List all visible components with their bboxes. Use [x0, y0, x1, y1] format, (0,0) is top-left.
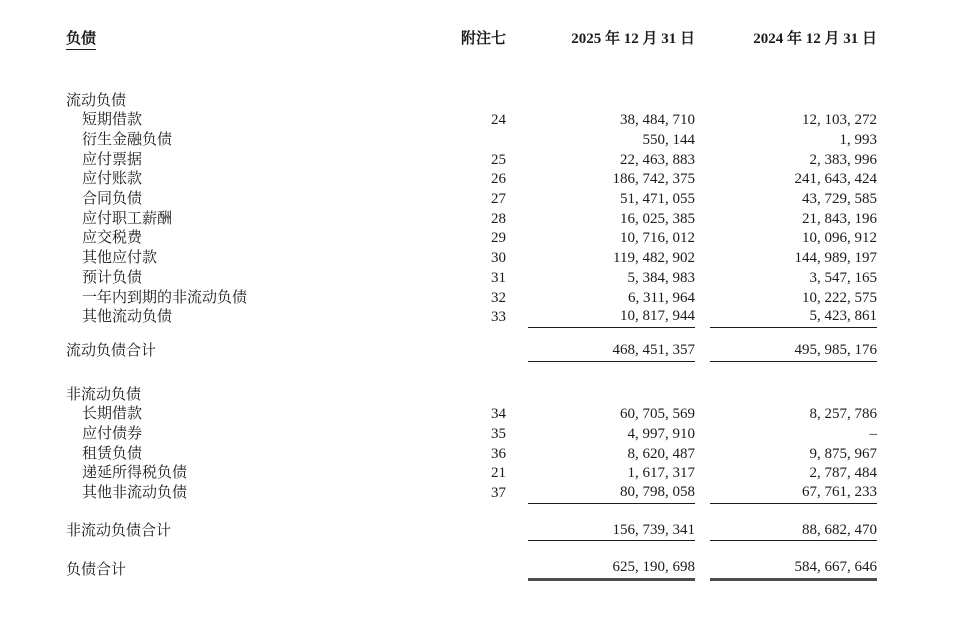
- section-label: 流动负债: [66, 92, 127, 109]
- section-header-noncurrent-liabilities: [66, 386, 878, 406]
- row-value-2025: 10, 817, 944: [528, 307, 695, 328]
- title-cell: [66, 30, 440, 50]
- section-header-current-liabilities: [66, 92, 878, 112]
- row-label: 其他流动负债: [82, 309, 173, 326]
- row-value-2025: 60, 705, 569: [620, 406, 695, 423]
- row-value-2024: 3, 547, 165: [809, 269, 877, 286]
- row-value-2024: 67, 761, 233: [710, 483, 877, 504]
- row-label: 应付职工薪酬: [82, 210, 173, 227]
- row-value-2024: –: [869, 425, 877, 442]
- table-row: [66, 210, 878, 230]
- row-label: 其他应付款: [82, 250, 158, 267]
- table-row: [66, 464, 878, 484]
- row-value-2025: 6, 311, 964: [628, 289, 695, 306]
- row-value-2025: 16, 025, 385: [620, 210, 695, 227]
- column-header-note: 附注七: [460, 30, 506, 47]
- table-header: [66, 30, 878, 50]
- table-row: [66, 425, 878, 445]
- table-row: [66, 190, 878, 210]
- row-note-number: 33: [491, 309, 506, 326]
- row-label: 其他非流动负债: [82, 485, 188, 502]
- row-label: 应付票据: [82, 151, 143, 168]
- row-note-number: 27: [491, 191, 506, 208]
- row-label: 一年内到期的非流动负债: [82, 289, 248, 306]
- row-note-number: 31: [491, 269, 506, 286]
- row-label: 递延所得税负债: [82, 465, 188, 482]
- table-row: [66, 230, 878, 250]
- row-value-2025: 1, 617, 317: [627, 465, 695, 482]
- row-label: 衍生金融负债: [82, 132, 173, 149]
- page-title: 负债: [66, 31, 96, 50]
- row-value-2024: 21, 843, 196: [802, 210, 877, 227]
- row-note-number: 37: [491, 485, 506, 502]
- row-value-2025: 51, 471, 055: [620, 191, 695, 208]
- table-row: [66, 405, 878, 425]
- total-liabilities-row: [66, 561, 878, 581]
- row-label: 应付账款: [82, 171, 143, 188]
- total-label: 流动负债合计: [66, 342, 157, 359]
- row-value-2024: 43, 729, 585: [802, 191, 877, 208]
- row-note-number: 29: [491, 230, 506, 247]
- row-note-number: 36: [491, 445, 506, 462]
- row-value-2024: 1, 993: [839, 132, 877, 149]
- row-value-2024: 2, 383, 996: [809, 151, 877, 168]
- row-note-number: 25: [491, 151, 506, 168]
- total-label: 负债合计: [66, 562, 127, 579]
- row-value-2024: 5, 423, 861: [710, 307, 877, 328]
- column-header-2024: 2024 年 12 月 31 日: [753, 30, 877, 47]
- noncurrent-liabilities-items: [66, 405, 878, 503]
- column-header-2025: 2025 年 12 月 31 日: [571, 30, 695, 47]
- row-value-2025: 4, 997, 910: [627, 425, 695, 442]
- row-value-2025: 5, 384, 983: [627, 269, 695, 286]
- row-note-number: 35: [491, 425, 506, 442]
- table-row: [66, 170, 878, 190]
- row-value-2024: 2, 787, 484: [809, 465, 877, 482]
- table-row: [66, 111, 878, 131]
- row-note-number: 26: [491, 171, 506, 188]
- table-row: [66, 484, 878, 504]
- row-value-2025: 550, 144: [642, 132, 695, 149]
- row-value-2025: 10, 716, 012: [620, 230, 695, 247]
- grand-total-value-2025: 625, 190, 698: [528, 558, 695, 581]
- total-value-2025: 156, 739, 341: [528, 521, 695, 542]
- total-value-2024: 88, 682, 470: [710, 521, 877, 542]
- row-label: 长期借款: [82, 406, 143, 423]
- row-value-2024: 10, 222, 575: [802, 289, 877, 306]
- total-label: 非流动负债合计: [66, 522, 172, 539]
- current-liabilities-items: [66, 111, 878, 328]
- row-note-number: 30: [491, 250, 506, 267]
- row-value-2025: 119, 482, 902: [613, 250, 695, 267]
- table-row: [66, 151, 878, 171]
- noncurrent-liabilities-total-row: [66, 522, 878, 542]
- row-value-2024: 241, 643, 424: [794, 171, 877, 188]
- total-value-2025: 468, 451, 357: [528, 341, 695, 362]
- table-row: [66, 289, 878, 309]
- row-value-2024: 8, 257, 786: [809, 406, 877, 423]
- row-note-number: 32: [491, 289, 506, 306]
- row-value-2025: 22, 463, 883: [620, 151, 695, 168]
- current-liabilities-total-row: [66, 342, 878, 362]
- total-value-2024: 495, 985, 176: [710, 341, 877, 362]
- row-value-2025: 186, 742, 375: [612, 171, 695, 188]
- table-row: [66, 269, 878, 289]
- table-row: [66, 308, 878, 328]
- row-value-2025: 38, 484, 710: [620, 112, 695, 129]
- row-label: 预计负债: [82, 269, 143, 286]
- row-value-2024: 12, 103, 272: [802, 112, 877, 129]
- table-row: [66, 131, 878, 151]
- row-label: 应付债券: [82, 425, 143, 442]
- row-label: 合同负债: [82, 191, 143, 208]
- grand-total-value-2024: 584, 667, 646: [710, 558, 877, 581]
- row-note-number: 21: [491, 465, 506, 482]
- row-value-2025: 80, 798, 058: [528, 483, 695, 504]
- row-note-number: 28: [491, 210, 506, 227]
- row-value-2025: 8, 620, 487: [627, 445, 695, 462]
- table-row: [66, 249, 878, 269]
- row-value-2024: 9, 875, 967: [809, 445, 877, 462]
- row-label: 短期借款: [82, 112, 143, 129]
- row-note-number: 34: [491, 406, 506, 423]
- row-note-number: 24: [491, 112, 506, 129]
- row-value-2024: 10, 096, 912: [802, 230, 877, 247]
- row-label: 租赁负债: [82, 445, 143, 462]
- section-label: 非流动负债: [66, 386, 142, 403]
- row-value-2024: 144, 989, 197: [794, 250, 877, 267]
- table-row: [66, 445, 878, 465]
- row-label: 应交税费: [82, 230, 143, 247]
